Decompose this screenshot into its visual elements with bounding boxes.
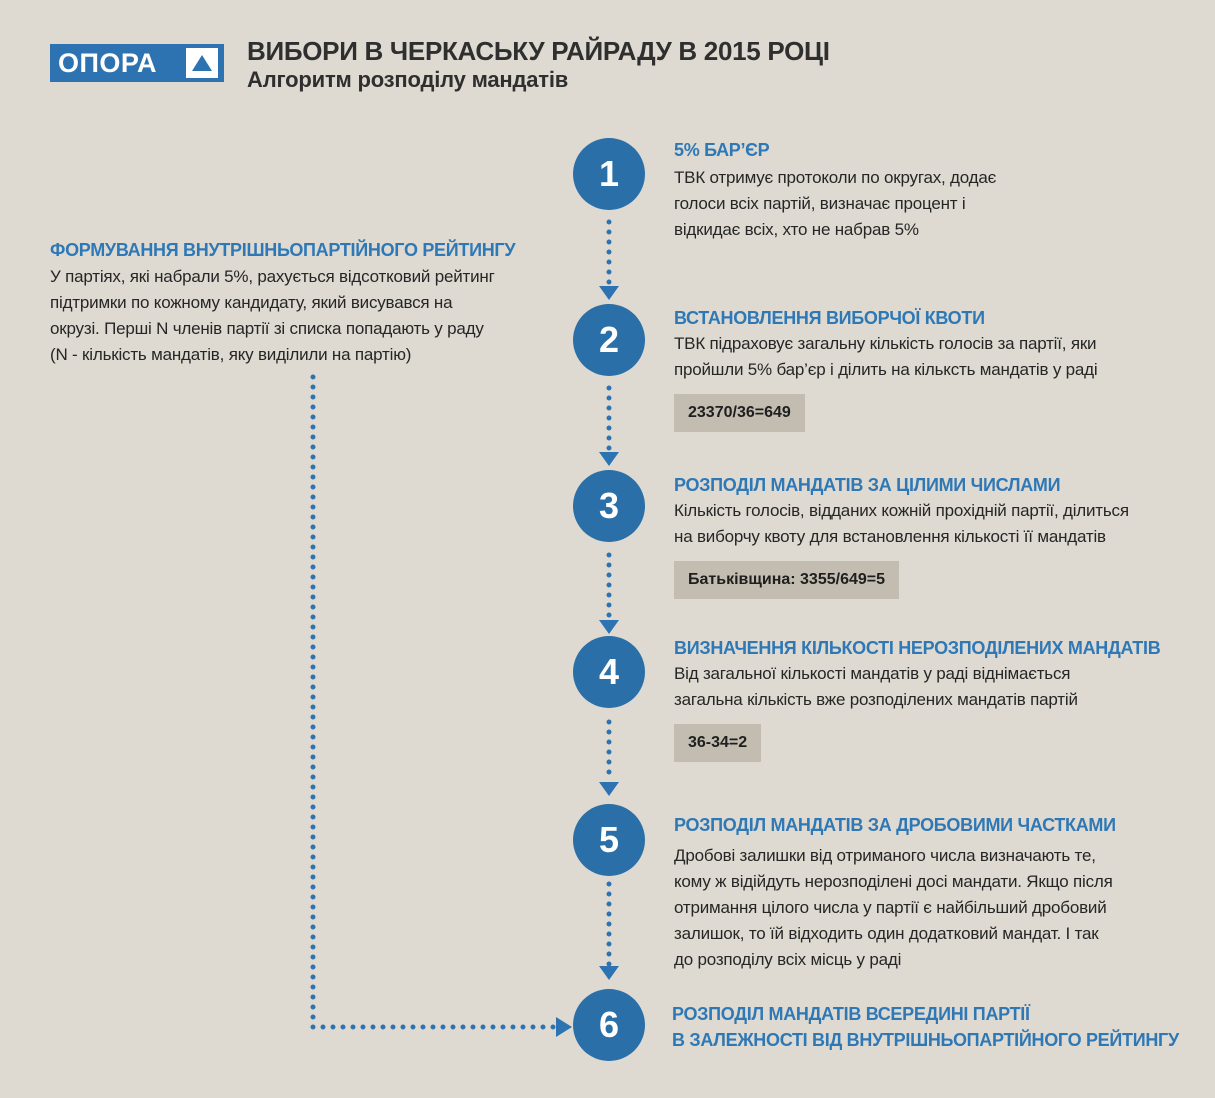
side-text: У партіях, які набрали 5%, рахується відсотковий рейтинг підтримки по кожному кандидату, який висувався на окрузі. Перші N членів партії зі списка попадають у раду (N - кількість мандатів, яку виділили на партію) [50, 267, 495, 364]
step-3-text: Кількість голосів, відданих кожній прохідній партії, ділиться на виборчу квоту для встановлення кількості її мандатів [674, 501, 1129, 546]
step-4-text: Від загальної кількості мандатів у раді віднімається загальна кількість вже розподілених мандатів партій [674, 664, 1078, 709]
logo-text: ОПОРА [58, 48, 158, 78]
step-2-title: ВСТАНОВЛЕННЯ ВИБОРЧОЇ КВОТИ [674, 308, 985, 328]
opora-logo [50, 44, 224, 82]
page-title: ВИБОРИ В ЧЕРКАСЬКУ РАЙРАДУ В 2015 РОЦІ [247, 36, 830, 66]
step-4-formula: 36-34=2 [674, 724, 761, 762]
arrow-down-icon [599, 620, 619, 634]
step-3-formula: Батьківщина: 3355/649=5 [674, 561, 899, 599]
step-6-title: РОЗПОДІЛ МАНДАТІВ ВСЕРЕДИНІ ПАРТІЇ [672, 1004, 1030, 1024]
step-2-formula: 23370/36=649 [674, 394, 805, 432]
step-6-number: 6 [573, 989, 645, 1061]
step-6-title-line2: В ЗАЛЕЖНОСТІ ВІД ВНУТРІШНЬОПАРТІЙНОГО РЕЙТИНГУ [672, 1030, 1179, 1050]
page-subtitle: Алгоритм розподілу мандатів [247, 67, 569, 92]
arrow-down-icon [599, 452, 619, 466]
side-title: ФОРМУВАННЯ ВНУТРІШНЬОПАРТІЙНОГО РЕЙТИНГУ [50, 240, 516, 260]
step-2-number: 2 [573, 304, 645, 376]
step-4-title: ВИЗНАЧЕННЯ КІЛЬКОСТІ НЕРОЗПОДІЛЕНИХ МАНДАТІВ [674, 638, 1161, 658]
arrow-down-icon [599, 286, 619, 300]
arrow-down-icon [599, 966, 619, 980]
step-1-number: 1 [573, 138, 645, 210]
arrow-right-icon [556, 1017, 572, 1037]
step-3-number: 3 [573, 470, 645, 542]
step-1-text: ТВК отримує протоколи по округах, додає голоси всіх партій, визначає процент і відкидає всіх, хто не набрав 5% [674, 168, 997, 239]
step-3-title: РОЗПОДІЛ МАНДАТІВ ЗА ЦІЛИМИ ЧИСЛАМИ [674, 475, 1061, 495]
step-5-title: РОЗПОДІЛ МАНДАТІВ ЗА ДРОБОВИМИ ЧАСТКАМИ [674, 815, 1116, 835]
logo-triangle-icon [186, 48, 218, 78]
step-2-text: ТВК підраховує загальну кількість голосів за партії, яки пройшли 5% бар’єр і ділить на кільксть мандатів у раді [674, 334, 1098, 379]
step-1-title: 5% БАР’ЄР [674, 140, 770, 160]
step-5-number: 5 [573, 804, 645, 876]
step-5-text: Дробові залишки від отриманого числа визначають те, кому ж відійдуть нерозподілені досі мандати. Якщо після отримання цілого числа у партії є найбільший дробовий залишок, то їй відходить один додатковий мандат. І так до розподілу всіх місць у раді [674, 846, 1113, 969]
connector-side-to-6 [313, 377, 555, 1027]
arrow-down-icon [599, 782, 619, 796]
step-4-number: 4 [573, 636, 645, 708]
